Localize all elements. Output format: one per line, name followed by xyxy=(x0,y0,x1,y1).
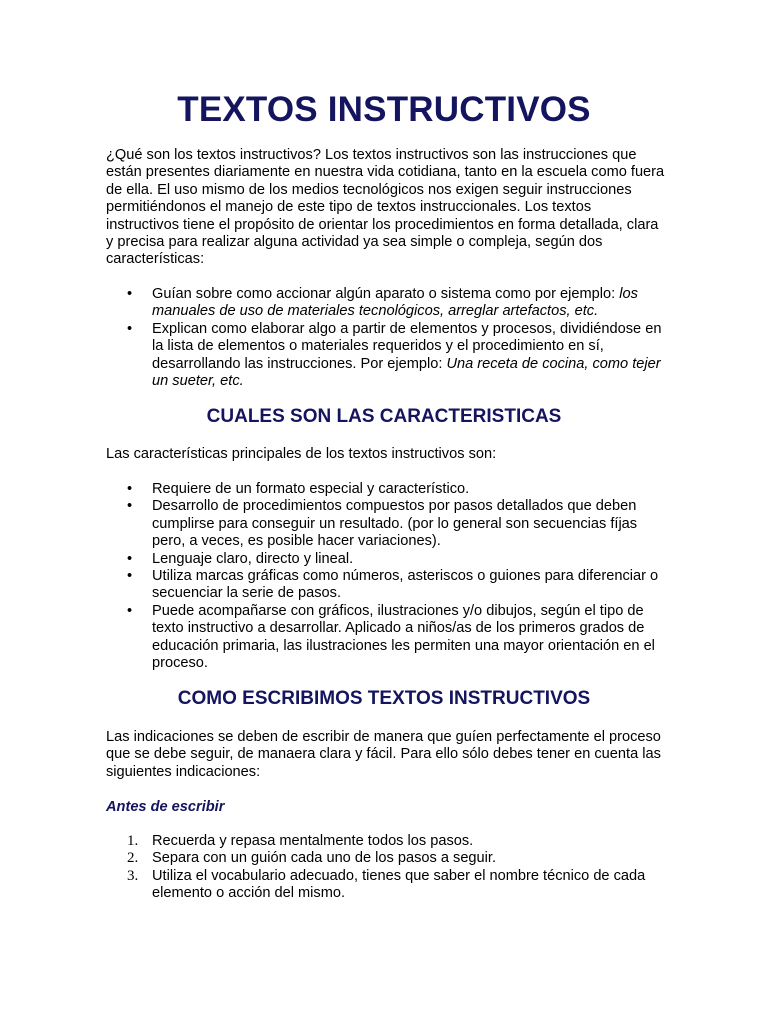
list-item-text: Recuerda y repasa mentalmente todos los pasos. xyxy=(152,833,474,849)
list-item-text: Explican como elaborar algo a partir de elementos y procesos, dividiéndose en la lista de elementos o materiales requeridos y el procedimiento en sí, desarrollando las instrucciones. Por ejemplo: xyxy=(152,320,662,372)
list-item-text: Desarrollo de procedimientos compuestos por pasos detallados que deben cumplirse para conseguir un resultado. (por lo general son secuencias fíjas pero, a veces, es posible hacer variaciones). xyxy=(152,498,638,550)
list-item xyxy=(106,551,666,568)
list-item xyxy=(106,603,666,673)
como-escribimos-lead: Las indicaciones se deben de escribir de manera que guíen perfectamente el proceso que se debe seguir, de manaera clara y fácil. Para ello sólo debes tener en cuenta las siguientes indicaciones: xyxy=(106,729,661,780)
list-item-example: Una receta de cocina, como tejer un sueter, etc. xyxy=(152,355,661,390)
list-item-text: Separa con un guión cada uno de los pasos a seguir. xyxy=(152,850,497,867)
caracteristicas-list xyxy=(106,481,666,672)
list-item-text: Puede acompañarse con gráficos, ilustraciones y/o dibujos, según el tipo de texto instructivo a desarrollar. Aplicado a niños/as de los primeros grados de educación primaria, las ilustraciones les permiten una mayor orientación en el proceso. xyxy=(152,602,655,672)
bullet-icon: • xyxy=(127,481,133,497)
bullet-icon: • xyxy=(127,320,133,337)
list-item-text: Requiere de un formato especial y característico. xyxy=(152,481,470,497)
bullet-icon: • xyxy=(127,602,133,619)
list-item xyxy=(106,850,666,867)
step-number: 3. xyxy=(127,867,139,884)
list-item-text: Utiliza marcas gráficas como números, asteriscos o guiones para diferenciar o secuenciar la serie de pasos. xyxy=(152,568,659,602)
bullet-icon: • xyxy=(127,286,133,302)
section-heading-como-escribimos: COMO ESCRIBIMOS TEXTOS INSTRUCTIVOS xyxy=(177,688,591,709)
caracteristicas-lead: Las características principales de los textos instructivos son: xyxy=(106,446,497,462)
list-item xyxy=(106,568,666,603)
list-item-example: los manuales de uso de materiales tecnológicos, arreglar artefactos, etc. xyxy=(152,286,638,320)
bullet-icon: • xyxy=(127,498,133,515)
step-number: 2. xyxy=(127,850,139,867)
intro-paragraph: ¿Qué son los textos instructivos? Los textos instructivos son las instrucciones que están presentes diariamente en nuestra vida cotidiana, tanto en la escuela como fuera de ella. El uso mismo de los medios tecnológicos nos exigen seguir instrucciones permitiéndonos el manejo de este tipo de textos instruccionales. Los textos instructivos tiene el propósito de orientar los procedimientos en forma detallada, clara y precisa para realizar alguna actividad ya sea simple o compleja, según dos características: xyxy=(106,147,665,268)
steps-list xyxy=(106,833,666,903)
list-item-text: Utiliza el vocabulario adecuado, tienes que saber el nombre técnico de cada elemento o acción del mismo. xyxy=(152,867,646,902)
subheading-antes-de-escribir: Antes de escribir xyxy=(106,799,225,815)
list-item xyxy=(106,868,666,903)
list-item xyxy=(106,833,666,850)
bullet-icon: • xyxy=(127,550,133,567)
list-item xyxy=(106,321,666,391)
page-title: TEXTOS INSTRUCTIVOS xyxy=(177,90,591,129)
bullet-icon: • xyxy=(127,568,133,585)
list-item-text: Guían sobre como accionar algún aparato o sistema como por ejemplo: xyxy=(152,286,620,302)
step-number: 1. xyxy=(127,833,139,849)
list-item-text: Lenguaje claro, directo y lineal. xyxy=(152,550,354,567)
list-item xyxy=(106,498,666,550)
list-item xyxy=(106,286,666,321)
section-heading-caracteristicas: CUALES SON LAS CARACTERISTICAS xyxy=(206,406,562,427)
list-item xyxy=(106,481,666,498)
intro-bullet-list xyxy=(106,286,666,390)
